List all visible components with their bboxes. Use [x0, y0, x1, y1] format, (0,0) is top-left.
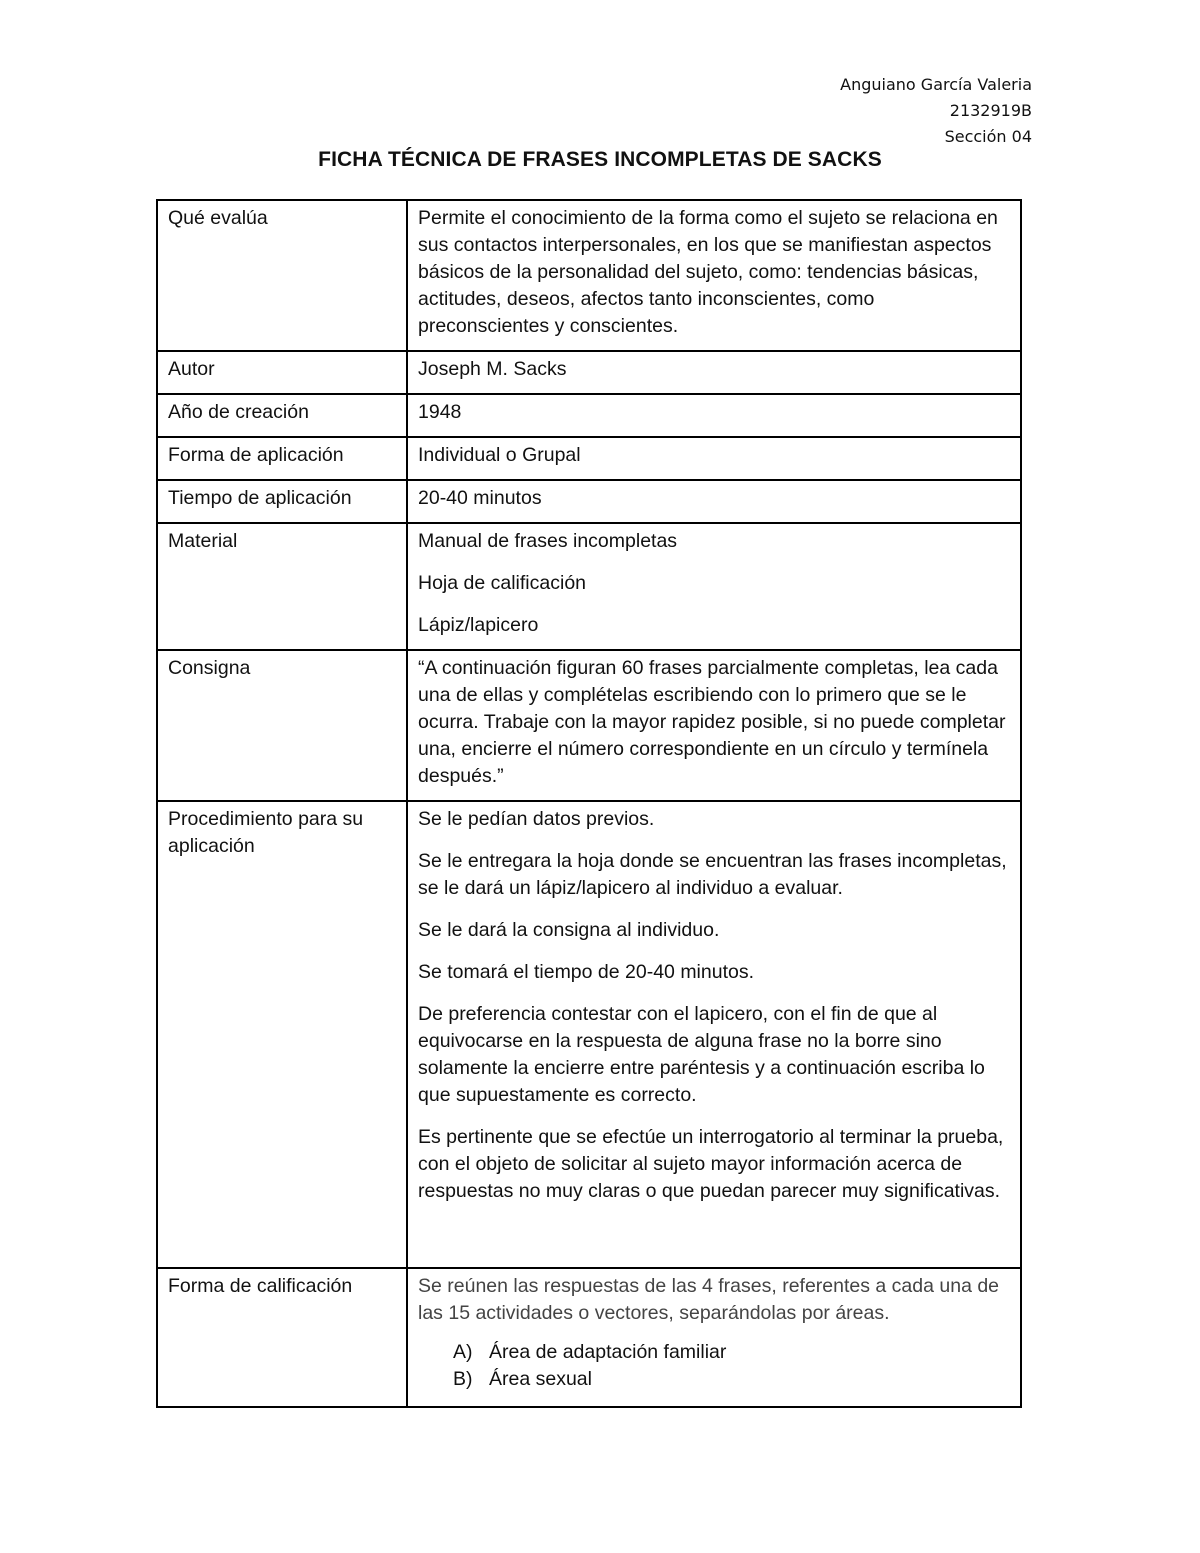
- area-label: Área sexual: [489, 1368, 592, 1390]
- row-label: Año de creación: [157, 394, 407, 437]
- list-item: [453, 1339, 1010, 1366]
- row-label: Material: [157, 523, 407, 650]
- row-label: Autor: [157, 351, 407, 394]
- row-value: Joseph M. Sacks: [407, 351, 1021, 394]
- material-item: Manual de frases incompletas: [418, 530, 678, 552]
- row-label: Forma de calificación: [157, 1268, 407, 1407]
- row-label: Procedimiento para su aplicación: [157, 801, 407, 1268]
- technical-sheet-table: [156, 199, 1022, 1408]
- author-name: Anguiano García Valeria: [840, 75, 1032, 94]
- table-row-forma-aplicacion: [157, 437, 1021, 480]
- row-label: Forma de aplicación: [157, 437, 407, 480]
- table-row-tiempo: [157, 480, 1021, 523]
- row-value: [407, 801, 1021, 1268]
- table-row-evalua: [157, 200, 1021, 351]
- row-value: 1948: [407, 394, 1021, 437]
- row-value: [407, 523, 1021, 650]
- procedure-step: Se le dará la consigna al individuo.: [418, 919, 720, 941]
- author-header: [840, 72, 1032, 150]
- table-row-consigna: [157, 650, 1021, 801]
- row-value: Individual o Grupal: [407, 437, 1021, 480]
- material-item: Lápiz/lapicero: [418, 614, 539, 636]
- page-title: FICHA TÉCNICA DE FRASES INCOMPLETAS DE SACKS: [318, 148, 882, 171]
- row-label: Tiempo de aplicación: [157, 480, 407, 523]
- row-label: Qué evalúa: [157, 200, 407, 351]
- table-row-material: [157, 523, 1021, 650]
- area-label: Área de adaptación familiar: [489, 1341, 727, 1363]
- list-item: [453, 1366, 1010, 1393]
- material-item: Hoja de calificación: [418, 572, 587, 594]
- table-row-anio: [157, 394, 1021, 437]
- student-id: 2132919B: [949, 101, 1032, 120]
- procedure-step: Se le entregara la hoja donde se encuentran las frases incompletas, se le dará un lápiz/lapicero al individuo a evaluar.: [418, 850, 1007, 899]
- row-label: Consigna: [157, 650, 407, 801]
- table-row-procedimiento: [157, 801, 1021, 1268]
- procedure-step: Se le pedían datos previos.: [418, 808, 655, 830]
- list-marker: B): [453, 1368, 473, 1390]
- procedure-step: Se tomará el tiempo de 20-40 minutos.: [418, 961, 755, 983]
- table-row-calificacion: [157, 1268, 1021, 1407]
- table-row-autor: [157, 351, 1021, 394]
- row-value: “A continuación figuran 60 frases parcialmente completas, lea cada una de ellas y complételas escribiendo con lo primero que se le ocurra. Trabaje con la mayor rapidez posible, si no puede completar una, encierre el número correspondiente en un círculo y termínela después.”: [407, 650, 1021, 801]
- row-value: Permite el conocimiento de la forma como el sujeto se relaciona en sus contactos interpersonales, en los que se manifiestan aspectos básicos de la personalidad del sujeto, como: tendencias básicas, actitudes, deseos, afectos tanto inconscientes, como preconscientes y conscientes.: [407, 200, 1021, 351]
- procedure-step: Es pertinente que se efectúe un interrogatorio al terminar la prueba, con el objeto de solicitar al sujeto mayor información acerca de respuestas no muy claras o que puedan parecer muy significativas.: [418, 1126, 1004, 1202]
- areas-list: [418, 1339, 1010, 1393]
- row-value: 20-40 minutos: [407, 480, 1021, 523]
- procedure-step: De preferencia contestar con el lapicero, con el fin de que al equivocarse en la respuesta de alguna frase no la borre sino solamente la encierre entre paréntesis y a continuación escriba lo que supuestamente es correcto.: [418, 1003, 985, 1106]
- section-label: Sección 04: [944, 127, 1032, 146]
- row-value: [407, 1268, 1021, 1407]
- list-marker: A): [453, 1341, 473, 1363]
- grading-intro: Se reúnen las respuestas de las 4 frases, referentes a cada una de las 15 actividades o vectores, separándolas por áreas.: [418, 1275, 1000, 1324]
